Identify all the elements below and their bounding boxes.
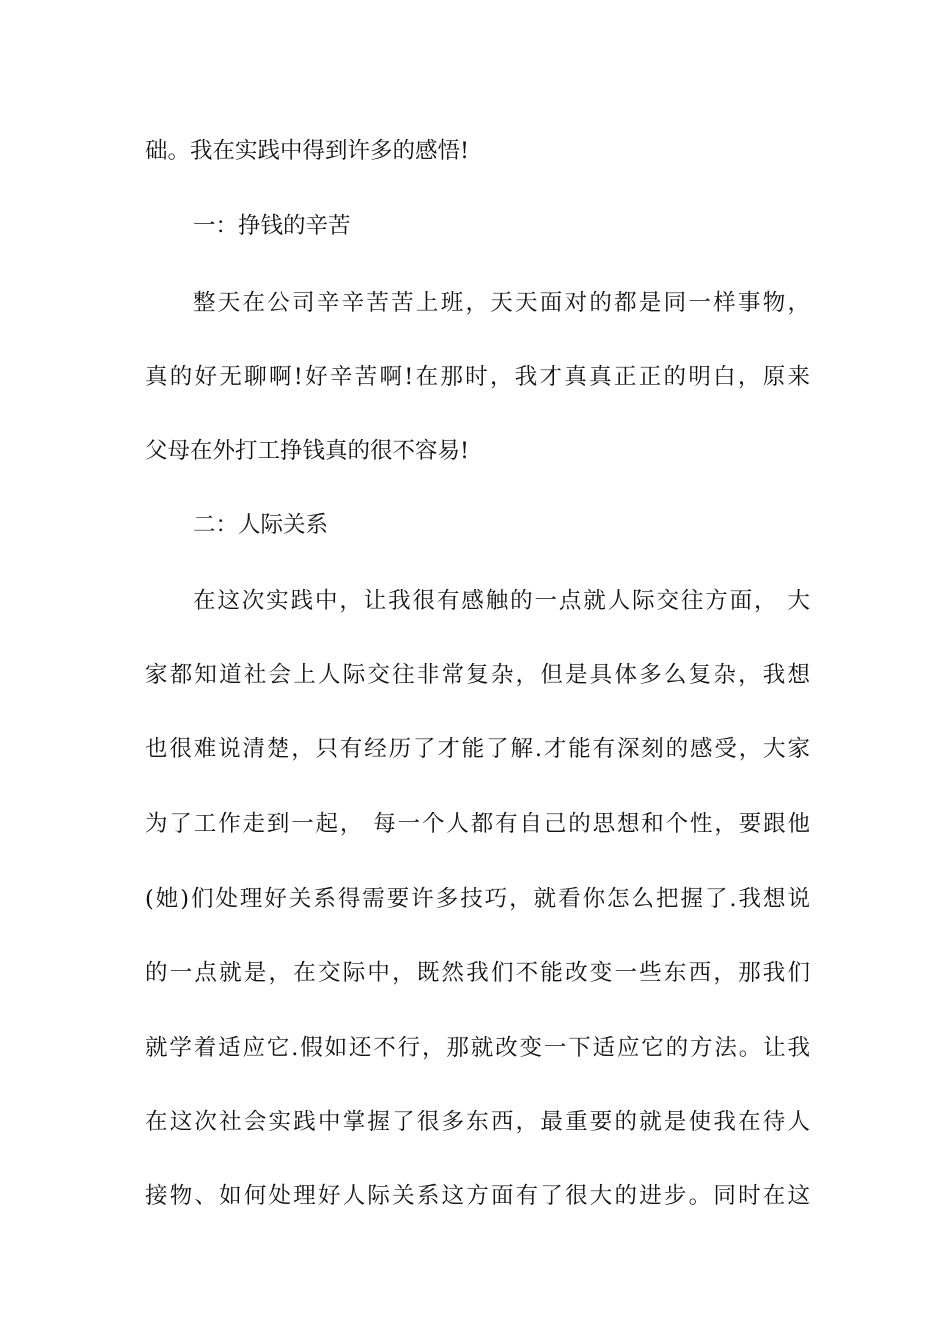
section-heading-1: 一：挣钱的辛苦 — [193, 213, 351, 239]
text-line-10: 为了工作走到一起， 每一个人都有自己的思想和个性，要跟他 — [145, 811, 810, 837]
text-line-11: (她)们处理好关系得需要许多技巧，就看你怎么把握了.我想说 — [145, 886, 810, 912]
text-line-3: 整天在公司辛辛苦苦上班，天天面对的都是同一样事物， — [193, 290, 810, 316]
section-heading-2: 二：人际关系 — [193, 512, 329, 538]
text-line-7: 在这次实践中，让我很有感触的一点就人际交往方面， 大 — [193, 588, 810, 614]
text-line-12: 的一点就是，在交际中，既然我们不能改变一些东西，那我们 — [145, 960, 810, 986]
text-line-15: 接物、如何处理好人际关系这方面有了很大的进步。同时在这 — [145, 1183, 810, 1209]
text-line-8: 家都知道社会上人际交往非常复杂，但是具体多么复杂，我想 — [145, 662, 810, 688]
text-line-4: 真的好无聊啊!好辛苦啊!在那时，我才真真正正的明白，原来 — [145, 364, 810, 390]
text-line-5: 父母在外打工挣钱真的很不容易! — [145, 438, 470, 464]
text-line-9: 也很难说清楚，只有经历了才能了解.才能有深刻的感受，大家 — [145, 736, 810, 762]
text-line-14: 在这次社会实践中掌握了很多东西，最重要的就是使我在待人 — [145, 1109, 810, 1135]
text-line-13: 就学着适应它.假如还不行，那就改变一下适应它的方法。让我 — [145, 1035, 810, 1061]
text-line-1: 础。我在实践中得到许多的感悟! — [145, 138, 470, 164]
